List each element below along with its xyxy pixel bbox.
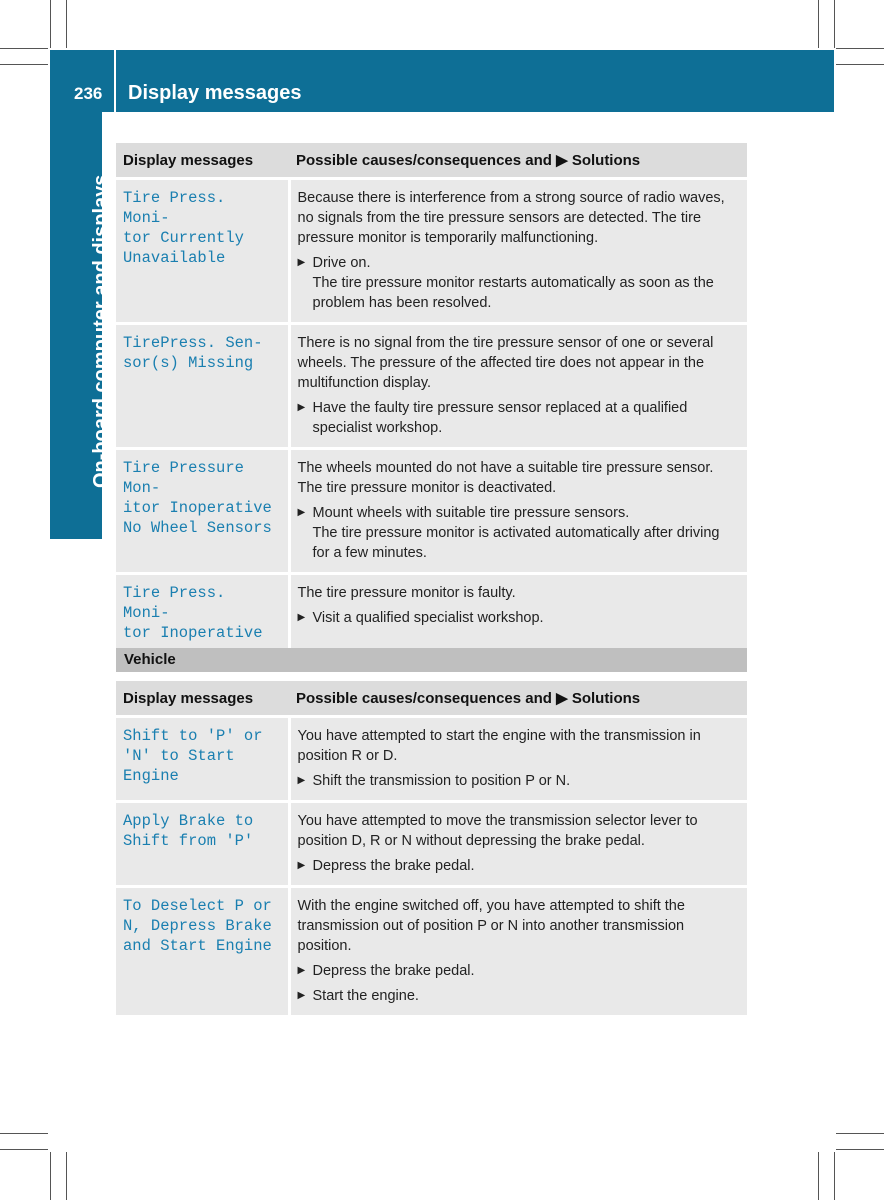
column-header-messages: Display messages — [116, 143, 289, 179]
cause-cell — [289, 802, 747, 887]
cause-cell — [289, 887, 747, 1016]
cause-text: You have attempted to move the transmission selector lever to position D, R or N without depressing the brake pedal. — [297, 813, 698, 849]
crop-mark — [50, 1152, 51, 1200]
crop-mark — [836, 48, 884, 49]
section-heading-label: Vehicle — [124, 651, 176, 668]
crop-mark — [818, 0, 819, 48]
solution-step: ▶ Shift the transmission to position P or N. — [298, 771, 741, 791]
solution-step: ▶ Have the faulty tire pressure sensor replaced at a qualified specialist workshop. — [298, 398, 741, 438]
side-tab-label: On-board computer and displays — [90, 174, 112, 488]
cause-cell — [289, 574, 747, 653]
table-row — [116, 324, 747, 449]
cause-text: There is no signal from the tire pressure sensor of one or several wheels. The pressure of the affected tire does not appear in the multifunction display. — [297, 335, 714, 391]
crop-mark — [834, 1152, 835, 1200]
crop-mark — [836, 1133, 884, 1134]
display-message: Tire Press. Moni- tor Inoperative — [116, 574, 289, 653]
table-row — [116, 887, 747, 1016]
solution-note: The tire pressure monitor restarts automatically as soon as the problem has been resolved. — [312, 275, 714, 311]
crop-mark — [0, 1133, 48, 1134]
table-row — [116, 449, 747, 574]
column-header-messages: Display messages — [116, 681, 289, 717]
cause-cell — [289, 179, 747, 324]
crop-mark — [66, 1152, 67, 1200]
crop-mark — [818, 1152, 819, 1200]
cause-cell — [289, 449, 747, 574]
table-row — [116, 574, 747, 653]
vehicle-messages-table — [116, 681, 747, 1015]
tire-pressure-messages-table — [116, 143, 747, 652]
crop-mark — [0, 1149, 48, 1150]
page-number: 236 — [74, 84, 103, 103]
column-header-causes: Possible causes/consequences and ▶ Solutions — [289, 143, 747, 179]
solution-step: ▶ Mount wheels with suitable tire pressure sensors. — [298, 503, 741, 523]
display-message: Shift to 'P' or 'N' to Start Engine — [116, 717, 289, 802]
solution-step: ▶ Start the engine. — [298, 986, 741, 1006]
table-row — [116, 717, 747, 802]
section-heading-vehicle — [116, 648, 747, 672]
cause-text: With the engine switched off, you have attempted to shift the transmission out of position P or N into another transmission position. — [297, 898, 685, 954]
crop-mark — [50, 0, 51, 48]
side-tab-text-wrap — [50, 112, 112, 492]
crop-mark — [834, 0, 835, 48]
cause-text: Because there is interference from a strong source of radio waves, no signals from the tire pressure sensors are detected. The tire pressure monitor is temporarily malfunctioning. — [297, 190, 725, 246]
table-header-row — [116, 681, 747, 717]
table-row — [116, 802, 747, 887]
page-title: Display messages — [128, 82, 302, 104]
table-header-row — [116, 143, 747, 179]
crop-mark — [0, 48, 48, 49]
cause-cell — [289, 324, 747, 449]
crop-mark — [0, 64, 48, 65]
solution-note: The tire pressure monitor is activated automatically after driving for a few minutes. — [312, 525, 720, 561]
display-message: Tire Pressure Mon- itor Inoperative No Wheel Sensors — [116, 449, 289, 574]
header-separator — [114, 50, 116, 112]
solution-step: ▶ Drive on. — [298, 253, 741, 273]
crop-mark — [836, 1149, 884, 1150]
display-message: Apply Brake to Shift from 'P' — [116, 802, 289, 887]
display-message: TirePress. Sen- sor(s) Missing — [116, 324, 289, 449]
crop-mark — [66, 0, 67, 48]
crop-mark — [836, 64, 884, 65]
table-row — [116, 179, 747, 324]
display-message: Tire Press. Moni- tor Currently Unavailable — [116, 179, 289, 324]
solution-step: ▶ Visit a qualified specialist workshop. — [298, 608, 741, 628]
cause-text: The wheels mounted do not have a suitable tire pressure sensor. The tire pressure monitor is deactivated. — [297, 460, 714, 496]
cause-text: The tire pressure monitor is faulty. — [297, 585, 516, 601]
solution-step: ▶ Depress the brake pedal. — [298, 961, 741, 981]
cause-cell — [289, 717, 747, 802]
solution-step: ▶ Depress the brake pedal. — [298, 856, 741, 876]
display-message: To Deselect P or N, Depress Brake and Start Engine — [116, 887, 289, 1016]
cause-text: You have attempted to start the engine with the transmission in position R or D. — [297, 728, 701, 764]
column-header-causes: Possible causes/consequences and ▶ Solutions — [289, 681, 747, 717]
